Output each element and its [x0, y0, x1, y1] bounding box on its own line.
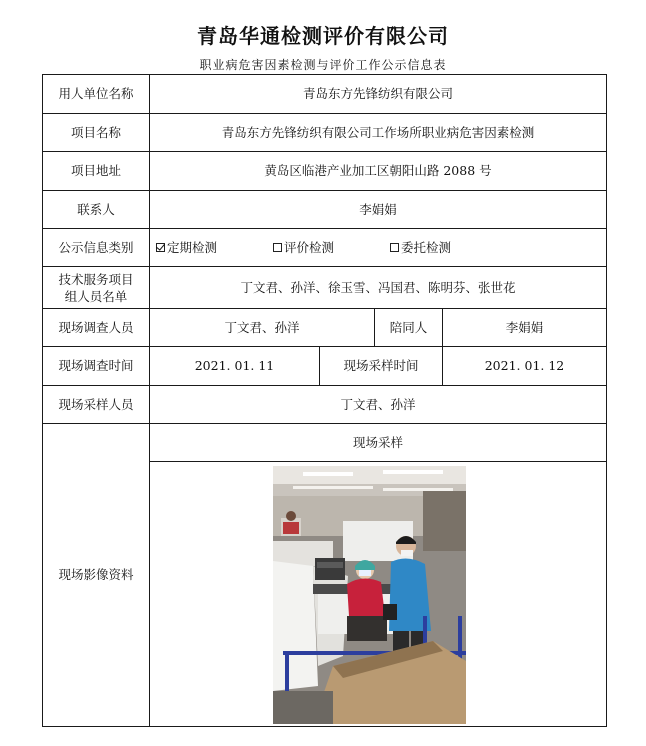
category-option-commissioned[interactable] — [390, 239, 451, 257]
accompany-label: 陪同人 — [389, 319, 428, 335]
checked-box-icon — [156, 243, 165, 252]
team-label-line2: 组人员名单 — [64, 288, 128, 304]
survey-time-value: 2021. 01. 11 — [194, 358, 275, 373]
contact-label: 联系人 — [77, 201, 115, 217]
media-caption: 现场采样 — [352, 434, 403, 450]
category-option-label: 定期检测 — [167, 239, 218, 255]
sampling-time-value: 2021. 01. 12 — [484, 358, 565, 373]
category-options — [150, 229, 606, 266]
sampling-staff-value: 丁文君、孙洋 — [340, 396, 416, 412]
table-border-bottom — [42, 726, 607, 727]
project-address-value: 黄岛区临港产业加工区朝阳山路 2088 号 — [264, 163, 492, 178]
project-name-value: 青岛东方先锋纺织有限公司工作场所职业病危害因素检测 — [221, 124, 535, 140]
category-option-periodic[interactable] — [156, 239, 217, 257]
sampling-staff-label: 现场采样人员 — [58, 396, 134, 412]
employer-value: 青岛东方先锋纺织有限公司 — [302, 86, 453, 101]
row-line — [149, 461, 607, 462]
contact-value: 李娟娟 — [359, 201, 397, 217]
survey-staff-label: 现场调查人员 — [58, 319, 134, 335]
unchecked-box-icon — [390, 243, 399, 252]
page-title: 青岛华通检测评价有限公司 — [197, 24, 449, 48]
category-label: 公示信息类别 — [58, 239, 134, 255]
employer-label: 用人单位名称 — [58, 86, 134, 101]
unchecked-box-icon — [273, 243, 282, 252]
media-label: 现场影像资料 — [58, 567, 134, 582]
survey-time-label: 现场调查时间 — [58, 358, 134, 373]
site-photo — [273, 466, 466, 724]
sampling-time-label: 现场采样时间 — [343, 358, 419, 373]
category-option-label: 委托检测 — [401, 239, 452, 255]
survey-staff-value: 丁文君、孙洋 — [224, 319, 300, 335]
project-name-label: 项目名称 — [70, 124, 121, 140]
table-border-right — [606, 74, 607, 727]
category-option-evaluation[interactable] — [273, 239, 334, 257]
team-label — [43, 267, 149, 308]
project-address-label: 项目地址 — [70, 163, 121, 178]
category-option-label: 评价检测 — [284, 239, 335, 255]
team-label-line1: 技术服务项目 — [58, 271, 134, 287]
page-subtitle: 职业病危害因素检测与评价工作公示信息表 — [199, 58, 447, 72]
team-value: 丁文君、孙洋、徐玉雪、冯国君、陈明芬、张世花 — [240, 279, 516, 295]
accompany-value: 李娟娟 — [505, 319, 544, 335]
